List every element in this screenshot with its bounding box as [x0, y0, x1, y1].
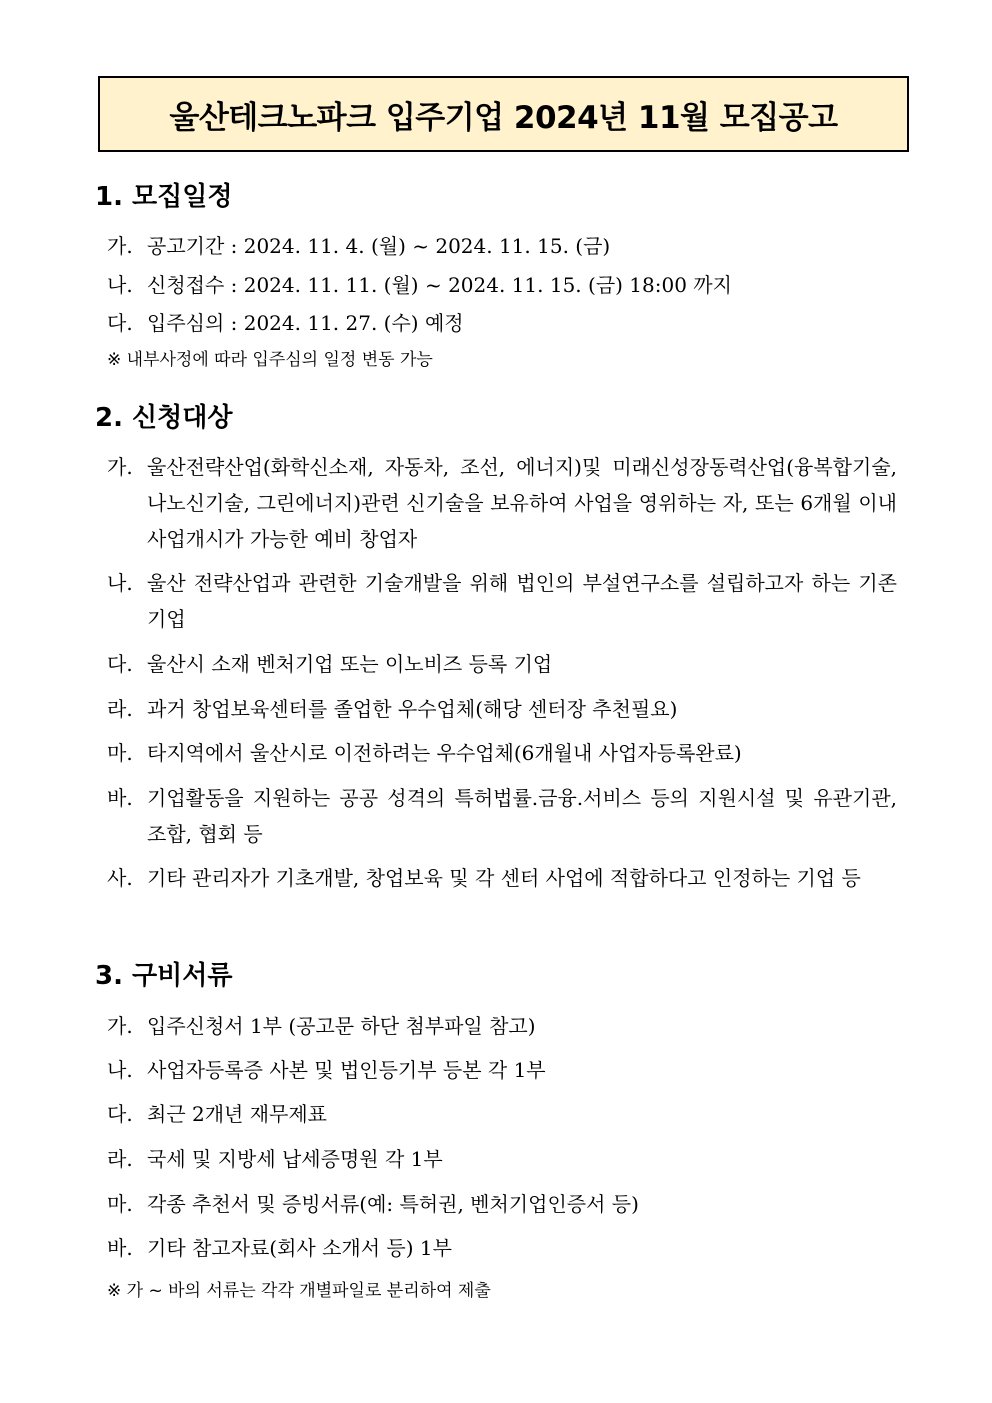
- item-label: 다.: [107, 652, 133, 676]
- item-text: 기타 관리자가 기초개발, 창업보육 및 각 센터 사업에 적합하다고 인정하는 기업 등: [147, 866, 861, 890]
- item-text: 타지역에서 울산시로 이전하려는 우수업체(6개월내 사업자등록완료): [147, 741, 742, 765]
- list-item: [107, 1186, 897, 1222]
- document-title: 울산테크노파크 입주기업 2024년 11월 모집공고: [169, 99, 838, 136]
- list-item: [107, 780, 897, 852]
- item-label: 가.: [107, 234, 133, 258]
- item-label: 나.: [107, 1058, 133, 1082]
- item-label: 다.: [107, 1102, 133, 1126]
- item-label: 나.: [107, 571, 133, 595]
- list-item: [107, 646, 897, 682]
- item-label: 나.: [107, 273, 133, 297]
- item-label: 사.: [107, 866, 133, 890]
- item-label: 라.: [107, 1147, 133, 1171]
- title-box: [98, 76, 909, 152]
- list-item: [107, 691, 897, 727]
- schedule-note: ※ 내부사정에 따라 입주심의 일정 변동 가능: [107, 350, 433, 370]
- list-item: [107, 735, 897, 771]
- list-item: [107, 565, 897, 637]
- item-label: 바.: [107, 786, 133, 810]
- item-label: 마.: [107, 741, 133, 765]
- item-text: 기업활동을 지원하는 공공 성격의 특허법률.금융.서비스 등의 지원시설 및 유관기관, 조합, 협회 등: [147, 786, 897, 846]
- list-item: [107, 1052, 897, 1088]
- item-text: 입주신청서 1부 (공고문 하단 첨부파일 참고): [147, 1014, 536, 1038]
- list-item: [107, 267, 897, 303]
- item-label: 다.: [107, 311, 133, 335]
- item-label: 바.: [107, 1236, 133, 1260]
- item-text: 최근 2개년 재무제표: [147, 1102, 327, 1126]
- list-item: [107, 1008, 897, 1044]
- item-text: 과거 창업보육센터를 졸업한 우수업체(해당 센터장 추천필요): [147, 697, 678, 721]
- item-label: 가.: [107, 455, 133, 479]
- item-text: 신청접수 : 2024. 11. 11. (월) ~ 2024. 11. 15. (금) 18:00 까지: [147, 273, 732, 297]
- item-label: 라.: [107, 697, 133, 721]
- documents-note: ※ 가 ~ 바의 서류는 각각 개별파일로 분리하여 제출: [107, 1281, 491, 1301]
- item-text: 국세 및 지방세 납세증명원 각 1부: [147, 1147, 443, 1171]
- section-heading-schedule: 1. 모집일정: [95, 182, 233, 212]
- item-text: 울산시 소재 벤처기업 또는 이노비즈 등록 기업: [147, 652, 553, 676]
- list-item: [107, 305, 897, 341]
- item-text: 울산 전략산업과 관련한 기술개발을 위해 법인의 부설연구소를 설립하고자 하는 기존 기업: [147, 571, 897, 631]
- item-text: 입주심의 : 2024. 11. 27. (수) 예정: [147, 311, 464, 335]
- item-label: 가.: [107, 1014, 133, 1038]
- list-item: [107, 228, 897, 264]
- item-label: 마.: [107, 1192, 133, 1216]
- list-item: [107, 1096, 897, 1132]
- list-item: [107, 1230, 897, 1266]
- list-item: [107, 1141, 897, 1177]
- item-text: 공고기간 : 2024. 11. 4. (월) ~ 2024. 11. 15. (금): [147, 234, 611, 258]
- section-heading-documents: 3. 구비서류: [95, 961, 233, 991]
- item-text: 기타 참고자료(회사 소개서 등) 1부: [147, 1236, 452, 1260]
- section-heading-eligibility: 2. 신청대상: [95, 403, 233, 433]
- item-text: 각종 추천서 및 증빙서류(예: 특허권, 벤처기업인증서 등): [147, 1192, 639, 1216]
- list-item: [107, 449, 897, 557]
- item-text: 사업자등록증 사본 및 법인등기부 등본 각 1부: [147, 1058, 546, 1082]
- item-text: 울산전략산업(화학신소재, 자동차, 조선, 에너지)및 미래신성장동력산업(융복합기술, 나노신기술, 그린에너지)관련 신기술을 보유하여 사업을 영위하는 자, 또는 6개월 이내 사업개시가 가능한 예비 창업자: [147, 455, 897, 551]
- list-item: [107, 860, 897, 896]
